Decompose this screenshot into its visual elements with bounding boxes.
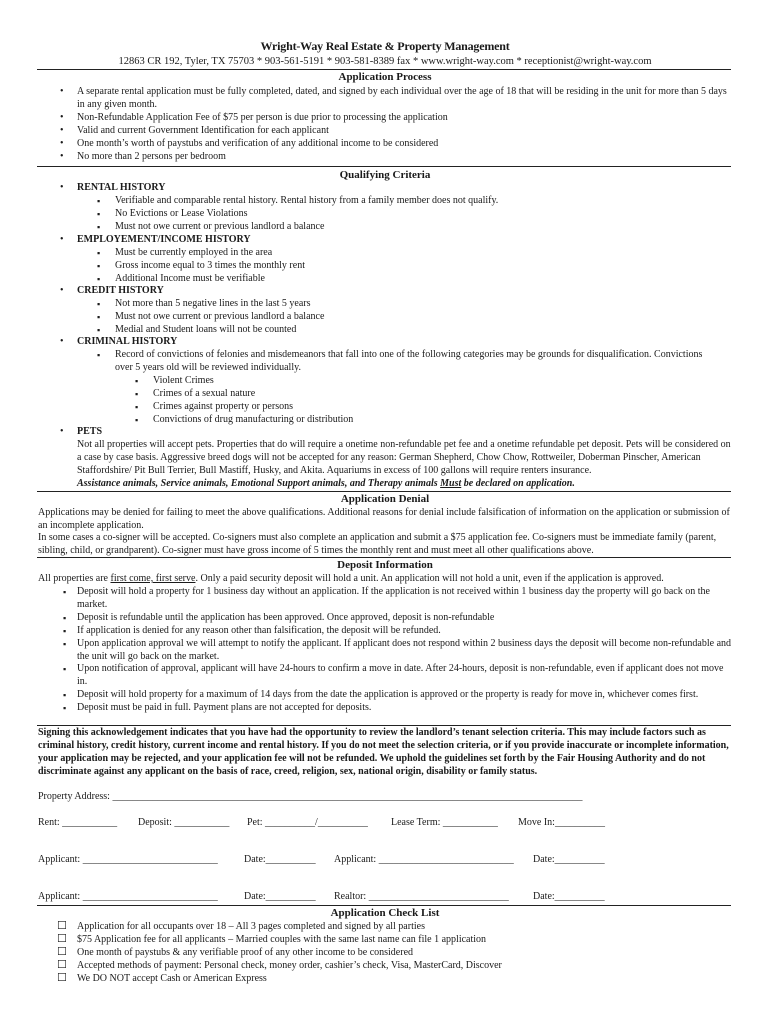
list-item: • Valid and current Government Identification for each applicant (77, 125, 732, 138)
credit-history-label: • CREDIT HISTORY (77, 285, 164, 298)
section-rule (37, 905, 731, 906)
checklist-item[interactable]: ☐ $75 Application fee for all applicants – Married couples with the same last name can file 1 application (77, 934, 732, 947)
note-must: Must (440, 478, 462, 489)
list-item: • No more than 2 persons per bedroom (77, 151, 732, 164)
checklist-heading: Application Check List (330, 907, 440, 919)
list-item: ▪ Must be currently employed in the area (115, 247, 715, 260)
applicant-date-field[interactable]: Date:__________ (533, 854, 605, 865)
applicant-date-field[interactable]: Date:__________ (244, 891, 316, 902)
checklist-item[interactable]: ☐ One month of paystubs & any verifiable proof of any other income to be considered (77, 947, 732, 960)
deposit-intro-text: All properties are (38, 573, 111, 584)
denial-paragraph-2: In some cases a co-signer will be accepted. Co-signers must also complete an application and submit a $75 application fee. Co-signers must be immediate family (parent, sibling, child, or grandparent). Co-signer must have gross income of 5 times the monthly rent and must meet all other qualifications above. (38, 532, 717, 556)
checklist-item[interactable]: ☐ Application for all occupants over 18 – All 3 pages completed and signed by all parties (77, 921, 732, 934)
list-item: • One month’s worth of paystubs and verification of any additional income to be considered (77, 138, 732, 151)
applicant-signature-field[interactable]: Applicant: ___________________________ (38, 854, 218, 865)
deposit-information-heading: Deposit Information (337, 559, 433, 571)
application-denial-heading: Application Denial (340, 493, 430, 505)
list-item: ▪ Crimes of a sexual nature (153, 388, 713, 401)
deposit-field[interactable]: Deposit: ___________ (138, 817, 230, 828)
rent-field[interactable]: Rent: ___________ (38, 817, 118, 828)
list-item: ▪ Gross income equal to 3 times the monthly rent (115, 260, 715, 273)
list-item: ▪ Upon notification of approval, applicant will have 24-hours to confirm a move in date. After 24-hours, deposit is non-refundable, even if applicant does not move in. (77, 663, 732, 689)
applicant-signature-field[interactable]: Applicant: ___________________________ (334, 854, 514, 865)
list-item: ▪ Deposit will hold a property for 1 business day without an application. If the application is not received within 1 business day the property will go back on the market. (77, 586, 732, 612)
list-item: ▪ Upon application approval we will attempt to notify the applicant. If applicant does not respond within 2 business days the deposit will become non-refundable and the unit will go back on the market. (77, 638, 732, 664)
section-rule (37, 166, 731, 167)
acknowledgement-text: Signing this acknowledgement indicates that you have had the opportunity to review the landlord’s tenant selection criteria. This may include factors such as criminal history, credit history, current income and rental history. If you do not meet the selection criteria, or if you provide inaccurate or incomplete information, your application may be rejected, and your application fee will not be refunded. We uphold the guidelines set forth by the Fair Housing Authority and do not discriminate against any applicant on the basis of race, creed, religion, sex, national origin, disability or family status. (38, 727, 729, 777)
deposit-rules-list (77, 586, 732, 715)
deposit-intro (38, 573, 732, 586)
list-item: ▪ Deposit will hold property for a maximum of 14 days from the date the application is approved or the property is ready for move in, whichever comes first. (77, 689, 732, 702)
property-address-field[interactable]: Property Address: ______________________________________________________________________________________________ (38, 791, 583, 802)
list-item: ▪ Violent Crimes (153, 375, 713, 388)
list-item: ▪ Deposit must be paid in full. Payment plans are not accepted for deposits. (77, 702, 732, 715)
list-item: ▪ If application is denied for any reason other than falsification, the deposit will be refunded. (77, 625, 732, 638)
section-rule (37, 557, 731, 558)
list-item: ▪ Must not owe current or previous landlord a balance (115, 221, 715, 234)
employment-history-list (115, 247, 715, 286)
checklist-item[interactable]: ☐ We DO NOT accept Cash or American Express (77, 973, 732, 986)
assistance-animals-note (77, 478, 732, 491)
list-item: ▪ Verifiable and comparable rental history. Rental history from a family member does not qualify. (115, 195, 715, 208)
criminal-categories-list (153, 375, 713, 427)
note-text-end: be declared on application. (461, 478, 575, 489)
list-item: • A separate rental application must be fully completed, dated, and signed by each individual over the age of 18 that will be residing in the unit for more than 5 days in any given month. (77, 86, 732, 112)
section-rule (37, 725, 731, 726)
first-come-first-serve: first come, first serve (110, 573, 196, 584)
criminal-history-label: • CRIMINAL HISTORY (77, 336, 177, 349)
section-rule (37, 491, 731, 492)
credit-history-list (115, 298, 715, 337)
move-in-field[interactable]: Move In:__________ (518, 817, 605, 828)
checklist-item[interactable]: ☐ Accepted methods of payment: Personal check, money order, cashier’s check, Visa, MasterCard, Discover (77, 960, 732, 973)
list-item: ▪ Additional Income must be verifiable (115, 273, 715, 286)
rental-history-list (115, 195, 715, 234)
application-checklist (77, 921, 732, 986)
denial-paragraph-1: Applications may be denied for failing to meet the above qualifications. Additional reasons for denial include falsification of information on the application or submission of an incomplete application. (38, 507, 730, 531)
pets-policy-text: Not all properties will accept pets. Properties that do will require a onetime non-refundable pet fee and a onetime refundable pet deposit. Pets will be considered on a case by case basis. Aggressive breed dogs will not be accepted for any reason: German Shepherd, Chow Chow, Rottweiler, Doberman Pinscher, American Staffordshire/ Pit Bull Terrier, Bull Mastiff, Husky, and Akita. Aquariums in excess of 100 gallons will require renters insurance. (77, 439, 731, 476)
list-item: ▪ Record of convictions of felonies and misdemeanors that fall into one of the following categories may be grounds for disqualification. Convictions over 5 years old will be reviewed individually. (115, 349, 715, 375)
list-item: ▪ Medial and Student loans will not be counted (115, 324, 715, 337)
header-rule (37, 69, 731, 70)
pets-label: • PETS (77, 426, 102, 439)
employment-history-label: • EMPLOYEMENT/INCOME HISTORY (77, 234, 251, 247)
realtor-date-field[interactable]: Date:__________ (533, 891, 605, 902)
list-item: • Non-Refundable Application Fee of $75 per person is due prior to processing the application (77, 112, 732, 125)
list-item: ▪ Convictions of drug manufacturing or distribution (153, 414, 713, 427)
company-name: Wright-Way Real Estate & Property Management (260, 39, 510, 53)
applicant-signature-field[interactable]: Applicant: ___________________________ (38, 891, 218, 902)
realtor-signature-field[interactable]: Realtor: ____________________________ (334, 891, 509, 902)
note-text: Assistance animals, Service animals, Emotional Support animals, and Therapy animals (77, 478, 441, 489)
applicant-date-field[interactable]: Date:__________ (244, 854, 316, 865)
deposit-intro-text-end: . Only a paid security deposit will hold a unit. An application will not hold a unit, even if the application is approved. (195, 573, 664, 584)
application-process-list (77, 86, 732, 163)
list-item: ▪ Crimes against property or persons (153, 401, 713, 414)
list-item: ▪ No Evictions or Lease Violations (115, 208, 715, 221)
application-process-heading: Application Process (338, 71, 432, 83)
rental-history-label: • RENTAL HISTORY (77, 182, 165, 195)
qualifying-criteria-heading: Qualifying Criteria (339, 169, 431, 181)
company-contact: 12863 CR 192, Tyler, TX 75703 * 903-561-5191 * 903-581-8389 fax * www.wright-way.com * receptionist@wright-way.com (118, 56, 652, 67)
lease-term-field[interactable]: Lease Term: ___________ (391, 817, 498, 828)
criminal-history-list (115, 349, 715, 375)
list-item: ▪ Not more than 5 negative lines in the last 5 years (115, 298, 715, 311)
list-item: ▪ Must not owe current or previous landlord a balance (115, 311, 715, 324)
list-item: ▪ Deposit is refundable until the application has been approved. Once approved, deposit is non-refundable (77, 612, 732, 625)
pet-field[interactable]: Pet: __________/__________ (247, 817, 368, 828)
